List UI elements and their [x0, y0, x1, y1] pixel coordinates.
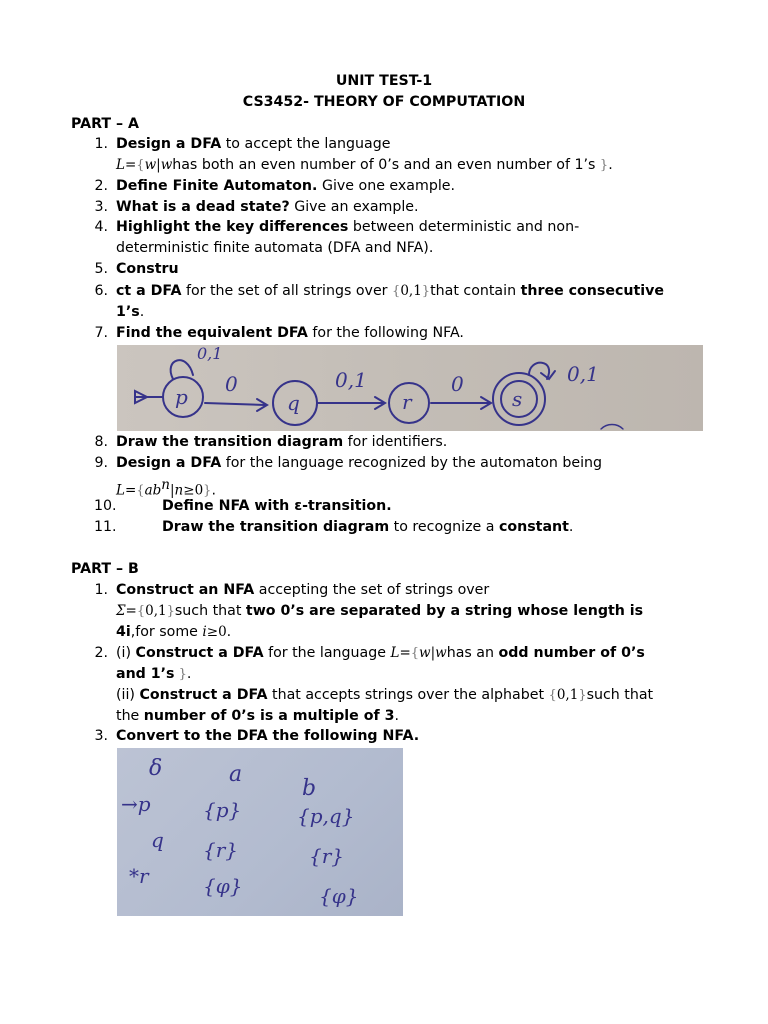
question-bold: odd number of 0’s: [498, 645, 645, 661]
question-b2-line4: [116, 708, 399, 724]
question-text: has an: [446, 645, 499, 661]
question-a9-line1: [116, 455, 602, 471]
state-label-r: r: [402, 390, 412, 414]
question-b2-line1: [116, 645, 645, 661]
question-b2-line2: [116, 666, 191, 682]
question-bold: 1’s: [116, 304, 140, 320]
math-w: w: [435, 645, 447, 661]
question-text: for the language recognized by the automaton being: [221, 455, 603, 471]
question-bold: Convert to the DFA the following NFA.: [116, 728, 420, 744]
transition-table-photo: [117, 748, 403, 916]
question-a3: [116, 199, 419, 215]
question-text: such that: [174, 603, 246, 619]
question-number: 8.: [94, 434, 108, 450]
part-b-heading: PART – B: [71, 561, 139, 577]
question-number: 9.: [94, 455, 108, 471]
question-number: 3.: [94, 199, 108, 215]
question-text: the: [116, 708, 144, 724]
question-end: .: [211, 482, 216, 499]
question-number: 3.: [94, 728, 108, 744]
edge-label-qr: 0,1: [335, 368, 367, 392]
math-bar: |: [430, 645, 436, 661]
math-l: L: [390, 645, 400, 661]
question-a7: [116, 325, 464, 341]
question-bold: Find the equivalent DFA: [116, 325, 308, 341]
question-b1-line3: [116, 624, 231, 640]
state-label-p: p: [175, 385, 188, 409]
question-text: between deterministic and non-: [348, 219, 580, 235]
table-cell: {φ}: [319, 884, 359, 908]
question-text: that contain: [430, 283, 521, 299]
question-bold: Highlight the key differences: [116, 219, 349, 235]
right-brace: }: [599, 158, 609, 173]
question-a6-line1: ct a DFA for the set of all strings over {0,1}that contain three consecutive: [116, 283, 664, 299]
question-number: 1.: [94, 136, 108, 152]
question-text: has both an even number of 0’s and an even number of 1’s: [172, 157, 600, 173]
math-l: L: [116, 157, 125, 173]
question-text: for identifiers.: [343, 434, 448, 450]
part-a-heading: PART – A: [71, 116, 139, 132]
math-b: b: [152, 482, 162, 499]
question-a4-line2: deterministic finite automata (DFA and NFA).: [116, 240, 434, 256]
page-subtitle: CS3452- THEORY OF COMPUTATION: [242, 94, 526, 110]
question-bold: three consecutive: [520, 283, 664, 299]
alphabet-set: 0,1: [145, 603, 167, 619]
question-text: Give one example.: [317, 178, 456, 194]
math-eq: =: [124, 157, 137, 173]
math-w: w: [144, 157, 157, 173]
state-label-s: s: [512, 387, 523, 411]
question-b3: [116, 728, 419, 744]
math-zero: 0: [194, 482, 204, 499]
question-bold: Define Finite Automaton.: [116, 178, 318, 194]
question-end: .: [568, 519, 574, 535]
question-number: 2.: [94, 645, 108, 661]
question-b1-line1: [116, 582, 489, 598]
question-bold: Design a DFA: [116, 455, 222, 471]
question-text: to recognize a: [389, 519, 499, 535]
math-eq: =: [399, 645, 411, 661]
math-n: n: [174, 482, 184, 499]
table-cell: {φ}: [203, 874, 243, 898]
question-text: for the language: [263, 645, 391, 661]
table-state-q: q: [151, 828, 164, 852]
question-prefix: (i): [116, 645, 136, 661]
question-text: to accept the language: [221, 136, 391, 152]
question-bold: Construct a DFA: [139, 687, 268, 703]
table-header-delta: δ: [149, 756, 163, 781]
loop-label-p: 0,1: [197, 345, 223, 363]
question-bold: Construct an NFA: [116, 582, 255, 598]
question-a11: [162, 519, 573, 535]
question-text: that accepts strings over the alphabet: [267, 687, 549, 703]
question-prefix: (ii): [116, 687, 140, 703]
question-text: Give an example.: [289, 199, 419, 215]
edge-label-pq: 0: [225, 372, 238, 396]
table-cell: {p,q}: [297, 804, 355, 828]
loop-label-s: 0,1: [567, 362, 599, 386]
question-number: 5.: [94, 261, 108, 277]
question-number: 4.: [94, 219, 108, 235]
nfa-diagram: [117, 345, 703, 431]
table-cell: {r}: [309, 844, 345, 868]
math-eq: =: [124, 482, 137, 499]
math-eq: =: [125, 603, 137, 619]
right-brace: }: [174, 667, 187, 682]
math-exponent-n: n: [161, 477, 170, 493]
question-a1-line2: [116, 157, 613, 173]
table-header-a: a: [229, 762, 243, 787]
question-bold: Constru: [116, 261, 179, 277]
nfa-diagram-photo: [117, 345, 703, 431]
question-end: .: [394, 708, 399, 724]
question-a6-line2: [116, 304, 144, 320]
math-bar: |: [169, 482, 175, 499]
question-bold: Construct a DFA: [135, 645, 264, 661]
question-text: for the following NFA.: [307, 325, 464, 341]
question-a10: [162, 498, 392, 514]
question-end: .: [186, 666, 192, 682]
alphabet-set: 0,1: [556, 687, 579, 703]
question-b2-line3: (ii) Construct a DFA that accepts strings over the alphabet {0,1}such that: [116, 687, 654, 703]
table-header-b: b: [302, 776, 317, 801]
left-brace: {: [136, 158, 145, 173]
question-a4-line1: [116, 219, 579, 235]
page-title: UNIT TEST-1: [335, 73, 433, 89]
left-brace: {: [136, 483, 145, 499]
question-bold: two 0’s are separated by a string whose length is: [245, 603, 644, 619]
edge-label-rs: 0: [451, 372, 464, 396]
table-state-p: →p: [121, 792, 151, 816]
question-a2: [116, 178, 455, 194]
math-ge: ≥: [183, 482, 195, 499]
question-a8: [116, 434, 447, 450]
question-a1-line1: [116, 136, 390, 152]
table-cell: {p}: [203, 798, 242, 822]
question-number: 7.: [94, 325, 108, 341]
question-bold: constant: [498, 519, 569, 535]
question-end: .: [139, 304, 145, 320]
math-ge: ≥: [206, 624, 219, 640]
math-w: w: [419, 645, 431, 661]
table-state-r: *r: [129, 864, 149, 888]
question-a9-line2: [116, 477, 216, 499]
question-bold: ct a DFA: [116, 283, 182, 299]
math-l: L: [116, 482, 125, 499]
question-text: accepting the set of strings over: [254, 582, 490, 598]
question-end: .: [226, 624, 232, 640]
right-brace: }: [203, 483, 212, 499]
question-text: ,for some: [130, 624, 203, 640]
math-a: a: [144, 482, 153, 499]
math-bar: |: [156, 157, 161, 173]
state-label-q: q: [287, 391, 300, 415]
question-text: such that: [586, 687, 654, 703]
left-brace: {: [410, 646, 420, 661]
question-number: 1.: [94, 582, 108, 598]
question-number: 6.: [94, 283, 108, 299]
question-bold: and 1’s: [116, 666, 175, 682]
question-end: .: [608, 157, 613, 173]
math-zero: 0: [218, 624, 227, 640]
question-bold: 4i: [116, 624, 131, 640]
question-bold: Draw the transition diagram: [116, 434, 344, 450]
math-w: w: [160, 157, 173, 173]
question-bold: Define NFA with ε-transition.: [162, 498, 392, 514]
question-number: 2.: [94, 178, 108, 194]
question-bold: number of 0’s is a multiple of 3: [143, 708, 395, 724]
question-bold: What is a dead state?: [116, 199, 290, 215]
table-cell: {r}: [203, 838, 239, 862]
question-number: 10.: [94, 498, 117, 514]
question-b1-line2: Σ={0,1}such that two 0’s are separated by a string whose length is: [116, 603, 644, 619]
question-bold: Design a DFA: [116, 136, 222, 152]
question-number: 11.: [94, 519, 117, 535]
question-bold: Draw the transition diagram: [162, 519, 390, 535]
question-text: for the set of all strings over: [181, 283, 393, 299]
math-i: i: [202, 624, 207, 640]
alphabet-set: 0,1: [400, 283, 422, 299]
question-a5: [116, 261, 179, 277]
math-sigma: Σ: [116, 603, 126, 619]
